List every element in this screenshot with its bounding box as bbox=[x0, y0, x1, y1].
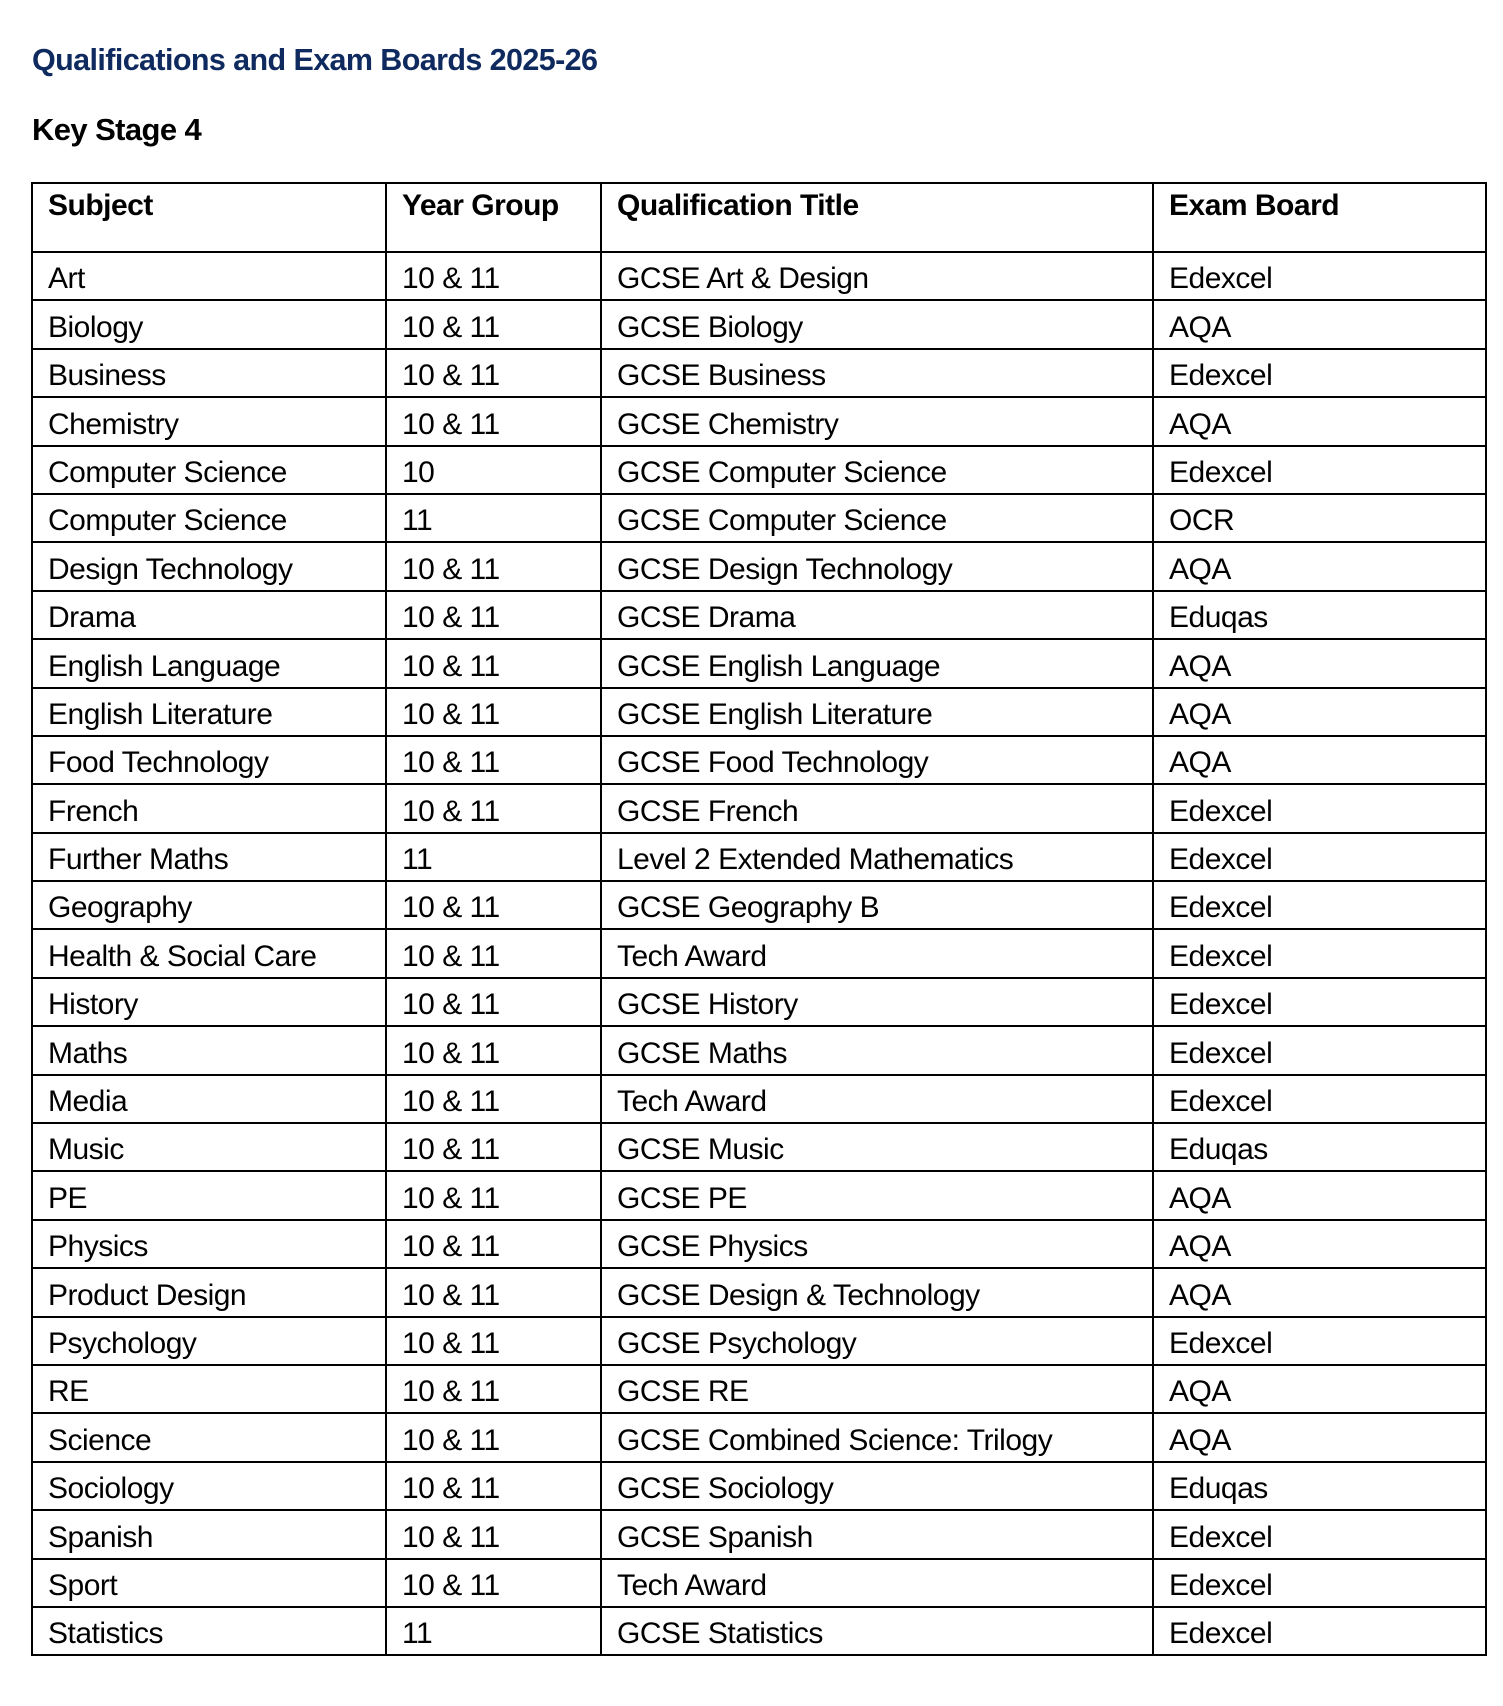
cell-qualification-title: GCSE Art & Design bbox=[601, 252, 1153, 300]
cell-exam-board: Eduqas bbox=[1153, 1123, 1486, 1171]
table-row bbox=[32, 929, 1486, 977]
cell-exam-board: AQA bbox=[1153, 1171, 1486, 1219]
cell-subject: Food Technology bbox=[32, 736, 386, 784]
cell-year-group: 10 & 11 bbox=[386, 688, 601, 736]
cell-exam-board: AQA bbox=[1153, 639, 1486, 687]
cell-exam-board: AQA bbox=[1153, 688, 1486, 736]
cell-qualification-title: GCSE Food Technology bbox=[601, 736, 1153, 784]
cell-exam-board: AQA bbox=[1153, 1365, 1486, 1413]
cell-subject: Maths bbox=[32, 1026, 386, 1074]
cell-subject: Science bbox=[32, 1413, 386, 1461]
cell-subject: Business bbox=[32, 349, 386, 397]
table-row bbox=[32, 1268, 1486, 1316]
table-row bbox=[32, 978, 1486, 1026]
table-row bbox=[32, 1413, 1486, 1461]
table-row bbox=[32, 1220, 1486, 1268]
table-row bbox=[32, 494, 1486, 542]
cell-year-group: 10 & 11 bbox=[386, 929, 601, 977]
cell-subject: Sociology bbox=[32, 1462, 386, 1510]
cell-qualification-title: GCSE English Language bbox=[601, 639, 1153, 687]
cell-subject: Health & Social Care bbox=[32, 929, 386, 977]
cell-year-group: 10 & 11 bbox=[386, 1462, 601, 1510]
cell-subject: Media bbox=[32, 1075, 386, 1123]
header-exam-board: Exam Board bbox=[1153, 183, 1486, 252]
table-body bbox=[32, 252, 1486, 1655]
table-row bbox=[32, 1510, 1486, 1558]
table-row bbox=[32, 833, 1486, 881]
cell-subject: Chemistry bbox=[32, 397, 386, 445]
table-row bbox=[32, 1075, 1486, 1123]
table-row bbox=[32, 349, 1486, 397]
section-heading: Key Stage 4 bbox=[32, 112, 202, 147]
cell-subject: Physics bbox=[32, 1220, 386, 1268]
cell-year-group: 11 bbox=[386, 494, 601, 542]
cell-exam-board: Edexcel bbox=[1153, 1510, 1486, 1558]
cell-subject: Drama bbox=[32, 591, 386, 639]
table-row bbox=[32, 542, 1486, 590]
cell-exam-board: OCR bbox=[1153, 494, 1486, 542]
cell-exam-board: AQA bbox=[1153, 300, 1486, 348]
cell-year-group: 10 & 11 bbox=[386, 1171, 601, 1219]
cell-qualification-title: GCSE RE bbox=[601, 1365, 1153, 1413]
cell-year-group: 11 bbox=[386, 1607, 601, 1655]
table-row bbox=[32, 1026, 1486, 1074]
table-row bbox=[32, 252, 1486, 300]
cell-year-group: 10 & 11 bbox=[386, 1026, 601, 1074]
cell-exam-board: Edexcel bbox=[1153, 349, 1486, 397]
cell-qualification-title: GCSE Drama bbox=[601, 591, 1153, 639]
cell-year-group: 10 & 11 bbox=[386, 349, 601, 397]
cell-exam-board: Edexcel bbox=[1153, 833, 1486, 881]
cell-exam-board: AQA bbox=[1153, 1220, 1486, 1268]
table-row bbox=[32, 1559, 1486, 1607]
cell-year-group: 10 & 11 bbox=[386, 784, 601, 832]
table-row bbox=[32, 397, 1486, 445]
cell-subject: Sport bbox=[32, 1559, 386, 1607]
cell-subject: Psychology bbox=[32, 1317, 386, 1365]
cell-exam-board: Edexcel bbox=[1153, 784, 1486, 832]
cell-subject: French bbox=[32, 784, 386, 832]
cell-year-group: 11 bbox=[386, 833, 601, 881]
cell-subject: English Language bbox=[32, 639, 386, 687]
cell-subject: Biology bbox=[32, 300, 386, 348]
cell-qualification-title: GCSE Maths bbox=[601, 1026, 1153, 1074]
cell-subject: English Literature bbox=[32, 688, 386, 736]
cell-exam-board: Edexcel bbox=[1153, 1317, 1486, 1365]
cell-subject: Music bbox=[32, 1123, 386, 1171]
cell-exam-board: Edexcel bbox=[1153, 1026, 1486, 1074]
cell-year-group: 10 & 11 bbox=[386, 639, 601, 687]
cell-exam-board: AQA bbox=[1153, 1413, 1486, 1461]
cell-exam-board: AQA bbox=[1153, 397, 1486, 445]
cell-qualification-title: GCSE Sociology bbox=[601, 1462, 1153, 1510]
header-qualification-title: Qualification Title bbox=[601, 183, 1153, 252]
table-row bbox=[32, 1123, 1486, 1171]
cell-qualification-title: GCSE Psychology bbox=[601, 1317, 1153, 1365]
cell-qualification-title: GCSE Geography B bbox=[601, 881, 1153, 929]
cell-exam-board: Edexcel bbox=[1153, 1075, 1486, 1123]
cell-exam-board: Edexcel bbox=[1153, 1559, 1486, 1607]
cell-exam-board: AQA bbox=[1153, 542, 1486, 590]
cell-qualification-title: Tech Award bbox=[601, 929, 1153, 977]
cell-qualification-title: GCSE English Literature bbox=[601, 688, 1153, 736]
header-year-group: Year Group bbox=[386, 183, 601, 252]
cell-exam-board: Edexcel bbox=[1153, 881, 1486, 929]
cell-subject: Computer Science bbox=[32, 446, 386, 494]
cell-subject: Art bbox=[32, 252, 386, 300]
table-row bbox=[32, 1317, 1486, 1365]
cell-exam-board: AQA bbox=[1153, 736, 1486, 784]
table-row bbox=[32, 639, 1486, 687]
cell-subject: Computer Science bbox=[32, 494, 386, 542]
cell-qualification-title: GCSE Business bbox=[601, 349, 1153, 397]
qualifications-table bbox=[31, 182, 1487, 1656]
table-row bbox=[32, 784, 1486, 832]
cell-subject: RE bbox=[32, 1365, 386, 1413]
cell-qualification-title: GCSE Music bbox=[601, 1123, 1153, 1171]
cell-exam-board: Edexcel bbox=[1153, 252, 1486, 300]
table-row bbox=[32, 591, 1486, 639]
cell-exam-board: AQA bbox=[1153, 1268, 1486, 1316]
cell-qualification-title: GCSE PE bbox=[601, 1171, 1153, 1219]
cell-qualification-title: Tech Award bbox=[601, 1075, 1153, 1123]
table-row bbox=[32, 1607, 1486, 1655]
cell-qualification-title: GCSE Statistics bbox=[601, 1607, 1153, 1655]
cell-year-group: 10 & 11 bbox=[386, 1220, 601, 1268]
cell-subject: Further Maths bbox=[32, 833, 386, 881]
table-header-row bbox=[32, 183, 1486, 252]
table-row bbox=[32, 881, 1486, 929]
table-row bbox=[32, 736, 1486, 784]
table-row bbox=[32, 1171, 1486, 1219]
cell-qualification-title: GCSE Design & Technology bbox=[601, 1268, 1153, 1316]
cell-year-group: 10 & 11 bbox=[386, 1317, 601, 1365]
cell-qualification-title: GCSE Combined Science: Trilogy bbox=[601, 1413, 1153, 1461]
document-title: Qualifications and Exam Boards 2025-26 bbox=[32, 43, 598, 77]
cell-year-group: 10 & 11 bbox=[386, 542, 601, 590]
cell-year-group: 10 bbox=[386, 446, 601, 494]
cell-year-group: 10 & 11 bbox=[386, 1559, 601, 1607]
cell-exam-board: Edexcel bbox=[1153, 929, 1486, 977]
cell-year-group: 10 & 11 bbox=[386, 300, 601, 348]
cell-qualification-title: GCSE History bbox=[601, 978, 1153, 1026]
cell-year-group: 10 & 11 bbox=[386, 1510, 601, 1558]
cell-year-group: 10 & 11 bbox=[386, 1123, 601, 1171]
cell-exam-board: Eduqas bbox=[1153, 591, 1486, 639]
cell-year-group: 10 & 11 bbox=[386, 1268, 601, 1316]
cell-qualification-title: GCSE French bbox=[601, 784, 1153, 832]
cell-year-group: 10 & 11 bbox=[386, 978, 601, 1026]
cell-year-group: 10 & 11 bbox=[386, 1365, 601, 1413]
cell-subject: Product Design bbox=[32, 1268, 386, 1316]
cell-year-group: 10 & 11 bbox=[386, 397, 601, 445]
cell-subject: History bbox=[32, 978, 386, 1026]
cell-qualification-title: GCSE Chemistry bbox=[601, 397, 1153, 445]
table-row bbox=[32, 300, 1486, 348]
cell-subject: PE bbox=[32, 1171, 386, 1219]
cell-qualification-title: GCSE Computer Science bbox=[601, 446, 1153, 494]
cell-subject: Design Technology bbox=[32, 542, 386, 590]
cell-year-group: 10 & 11 bbox=[386, 252, 601, 300]
cell-subject: Statistics bbox=[32, 1607, 386, 1655]
cell-subject: Geography bbox=[32, 881, 386, 929]
cell-year-group: 10 & 11 bbox=[386, 1413, 601, 1461]
header-subject: Subject bbox=[32, 183, 386, 252]
cell-qualification-title: GCSE Design Technology bbox=[601, 542, 1153, 590]
table-row bbox=[32, 688, 1486, 736]
cell-qualification-title: GCSE Computer Science bbox=[601, 494, 1153, 542]
cell-subject: Spanish bbox=[32, 1510, 386, 1558]
cell-qualification-title: GCSE Biology bbox=[601, 300, 1153, 348]
cell-year-group: 10 & 11 bbox=[386, 591, 601, 639]
cell-exam-board: Edexcel bbox=[1153, 978, 1486, 1026]
cell-year-group: 10 & 11 bbox=[386, 736, 601, 784]
table-row bbox=[32, 1462, 1486, 1510]
cell-qualification-title: Tech Award bbox=[601, 1559, 1153, 1607]
cell-exam-board: Edexcel bbox=[1153, 1607, 1486, 1655]
cell-year-group: 10 & 11 bbox=[386, 881, 601, 929]
cell-year-group: 10 & 11 bbox=[386, 1075, 601, 1123]
table-row bbox=[32, 446, 1486, 494]
cell-exam-board: Eduqas bbox=[1153, 1462, 1486, 1510]
cell-exam-board: Edexcel bbox=[1153, 446, 1486, 494]
cell-qualification-title: GCSE Physics bbox=[601, 1220, 1153, 1268]
cell-qualification-title: GCSE Spanish bbox=[601, 1510, 1153, 1558]
cell-qualification-title: Level 2 Extended Mathematics bbox=[601, 833, 1153, 881]
table-row bbox=[32, 1365, 1486, 1413]
